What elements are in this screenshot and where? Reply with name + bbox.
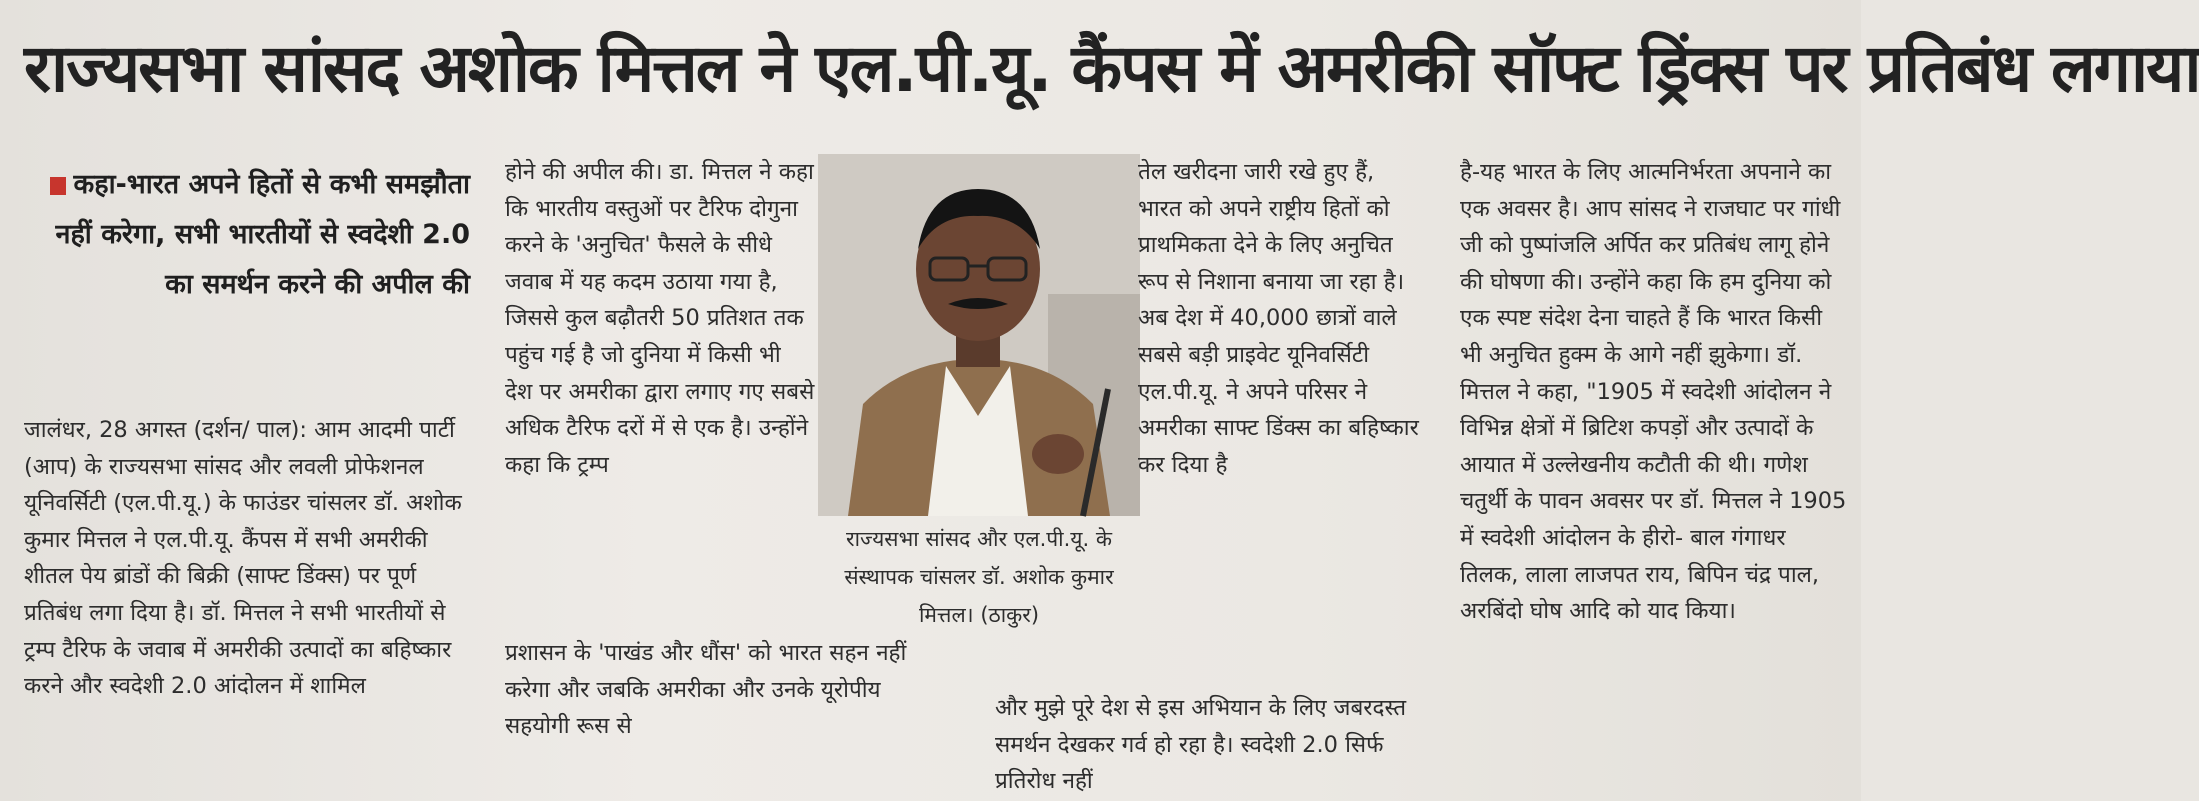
column-2b-text: प्रशासन के 'पाखंड और धौंस' को भारत सहन नहीं करेगा और जबकि अमरीका और उनके यूरोपीय सहयोगी रूस से — [505, 640, 907, 740]
portrait-photo — [818, 154, 1140, 516]
column-4-text: है-यह भारत के लिए आत्मनिर्भरता अपनाने का एक अवसर है। आप सांसद ने राजघाट पर गांधी जी को पुष्पांजलि अर्पित कर प्रतिबंध लागू होने की घोषणा की। उन्होंने कहा कि हम दुनिया को एक स्पष्ट संदेश देना चाहते हैं कि भारत किसी भी अनुचित हुक्म के आगे नहीं झुकेगा। डॉ. मित्तल ने कहा, "1905 में स्वदेशी आंदोलन ने विभिन्न क्षेत्रों में ब्रिटिश कपड़ों और उत्पादों के आयात में उल्लेखनीय कटौती की थी। गणेश चतुर्थी के पावन अवसर पर डॉ. मित्तल ने 1905 में स्वदेशी आंदोलन के हीरो- बाल गंगाधर तिलक, लाला लाजपत राय, बिपिन चंद्र पाल, अरबिंदो घोष आदि को याद किया। — [1460, 159, 1847, 625]
portrait-illustration — [818, 154, 1140, 516]
photo-caption: राज्यसभा सांसद और एल.पी.यू. के संस्थापक चांसलर डॉ. अशोक कुमार मित्तल। (ठाकुर) — [844, 527, 1114, 627]
article-column-2-continued — [505, 635, 945, 745]
headline: राज्यसभा सांसद अशोक मित्तल ने एल.पी.यू. कैंपस में अमरीकी सॉफ्ट ड्रिंक्स पर प्रतिबंध लगाया — [24, 30, 2199, 107]
article-column-1 — [24, 412, 474, 705]
column-2-text: होने की अपील की। डा. मित्तल ने कहा कि भारतीय वस्तुओं पर टैरिफ दोगुना करने के 'अनुचित' फैसले के सीधे जवाब में यह कदम उठाया गया है, जिससे कुल बढ़ौतरी 50 प्रतिशत तक पहुंच गई है जो दुनिया में किसी भी देश पर अमरीका द्वारा लगाए गए सबसे अधिक टैरिफ दरों में से एक है। उन्होंने कहा कि ट्रम्प — [505, 159, 815, 478]
article-column-3-continued — [995, 690, 1425, 800]
article-column-3 — [1138, 154, 1423, 483]
red-square-bullet-icon — [50, 177, 66, 195]
article-column-4 — [1460, 154, 1850, 630]
article-column-2 — [505, 154, 815, 483]
column-1-text: जालंधर, 28 अगस्त (दर्शन/ पाल): आम आदमी पार्टी (आप) के राज्यसभा सांसद और लवली प्रोफेशनल यूनिवर्सिटी (एल.पी.यू.) के फाउंडर चांसलर डॉ. अशोक कुमार मित्तल ने एल.पी.यू. कैंपस में सभी अमरीकी शीतल पेय ब्रांडों की बिक्री (साफ्ट डिंक्स) पर पूर्ण प्रतिबंध लगा दिया है। डॉ. मित्तल ने सभी भारतीयों से ट्रम्प टैरिफ के जवाब में अमरीकी उत्पादों का बहिष्कार करने और स्वदेशी 2.0 आंदोलन में शामिल — [24, 417, 462, 700]
subheadline-text: कहा-भारत अपने हितों से कभी समझौता नहीं करेगा, सभी भारतीयों से स्वदेशी 2.0 का समर्थन करने की अपील की — [55, 169, 470, 300]
subheadline — [20, 160, 470, 310]
column-3b-text: और मुझे पूरे देश से इस अभियान के लिए जबरदस्त समर्थन देखकर गर्व हो रहा है। स्वदेशी 2.0 सिर्फ प्रतिरोध नहीं — [995, 695, 1407, 795]
column-3-text: तेल खरीदना जारी रखे हुए हैं, भारत को अपने राष्ट्रीय हितों को प्राथमिकता देने के लिए अनुचित रूप से निशाना बनाया जा रहा है। अब देश में 40,000 छात्रों वाले सबसे बड़ी प्राइवेट यूनिवर्सिटी एल.पी.यू. ने अपने परिसर ने अमरीका साफ्ट डिंक्स का बहिष्कार कर दिया है — [1138, 159, 1419, 478]
